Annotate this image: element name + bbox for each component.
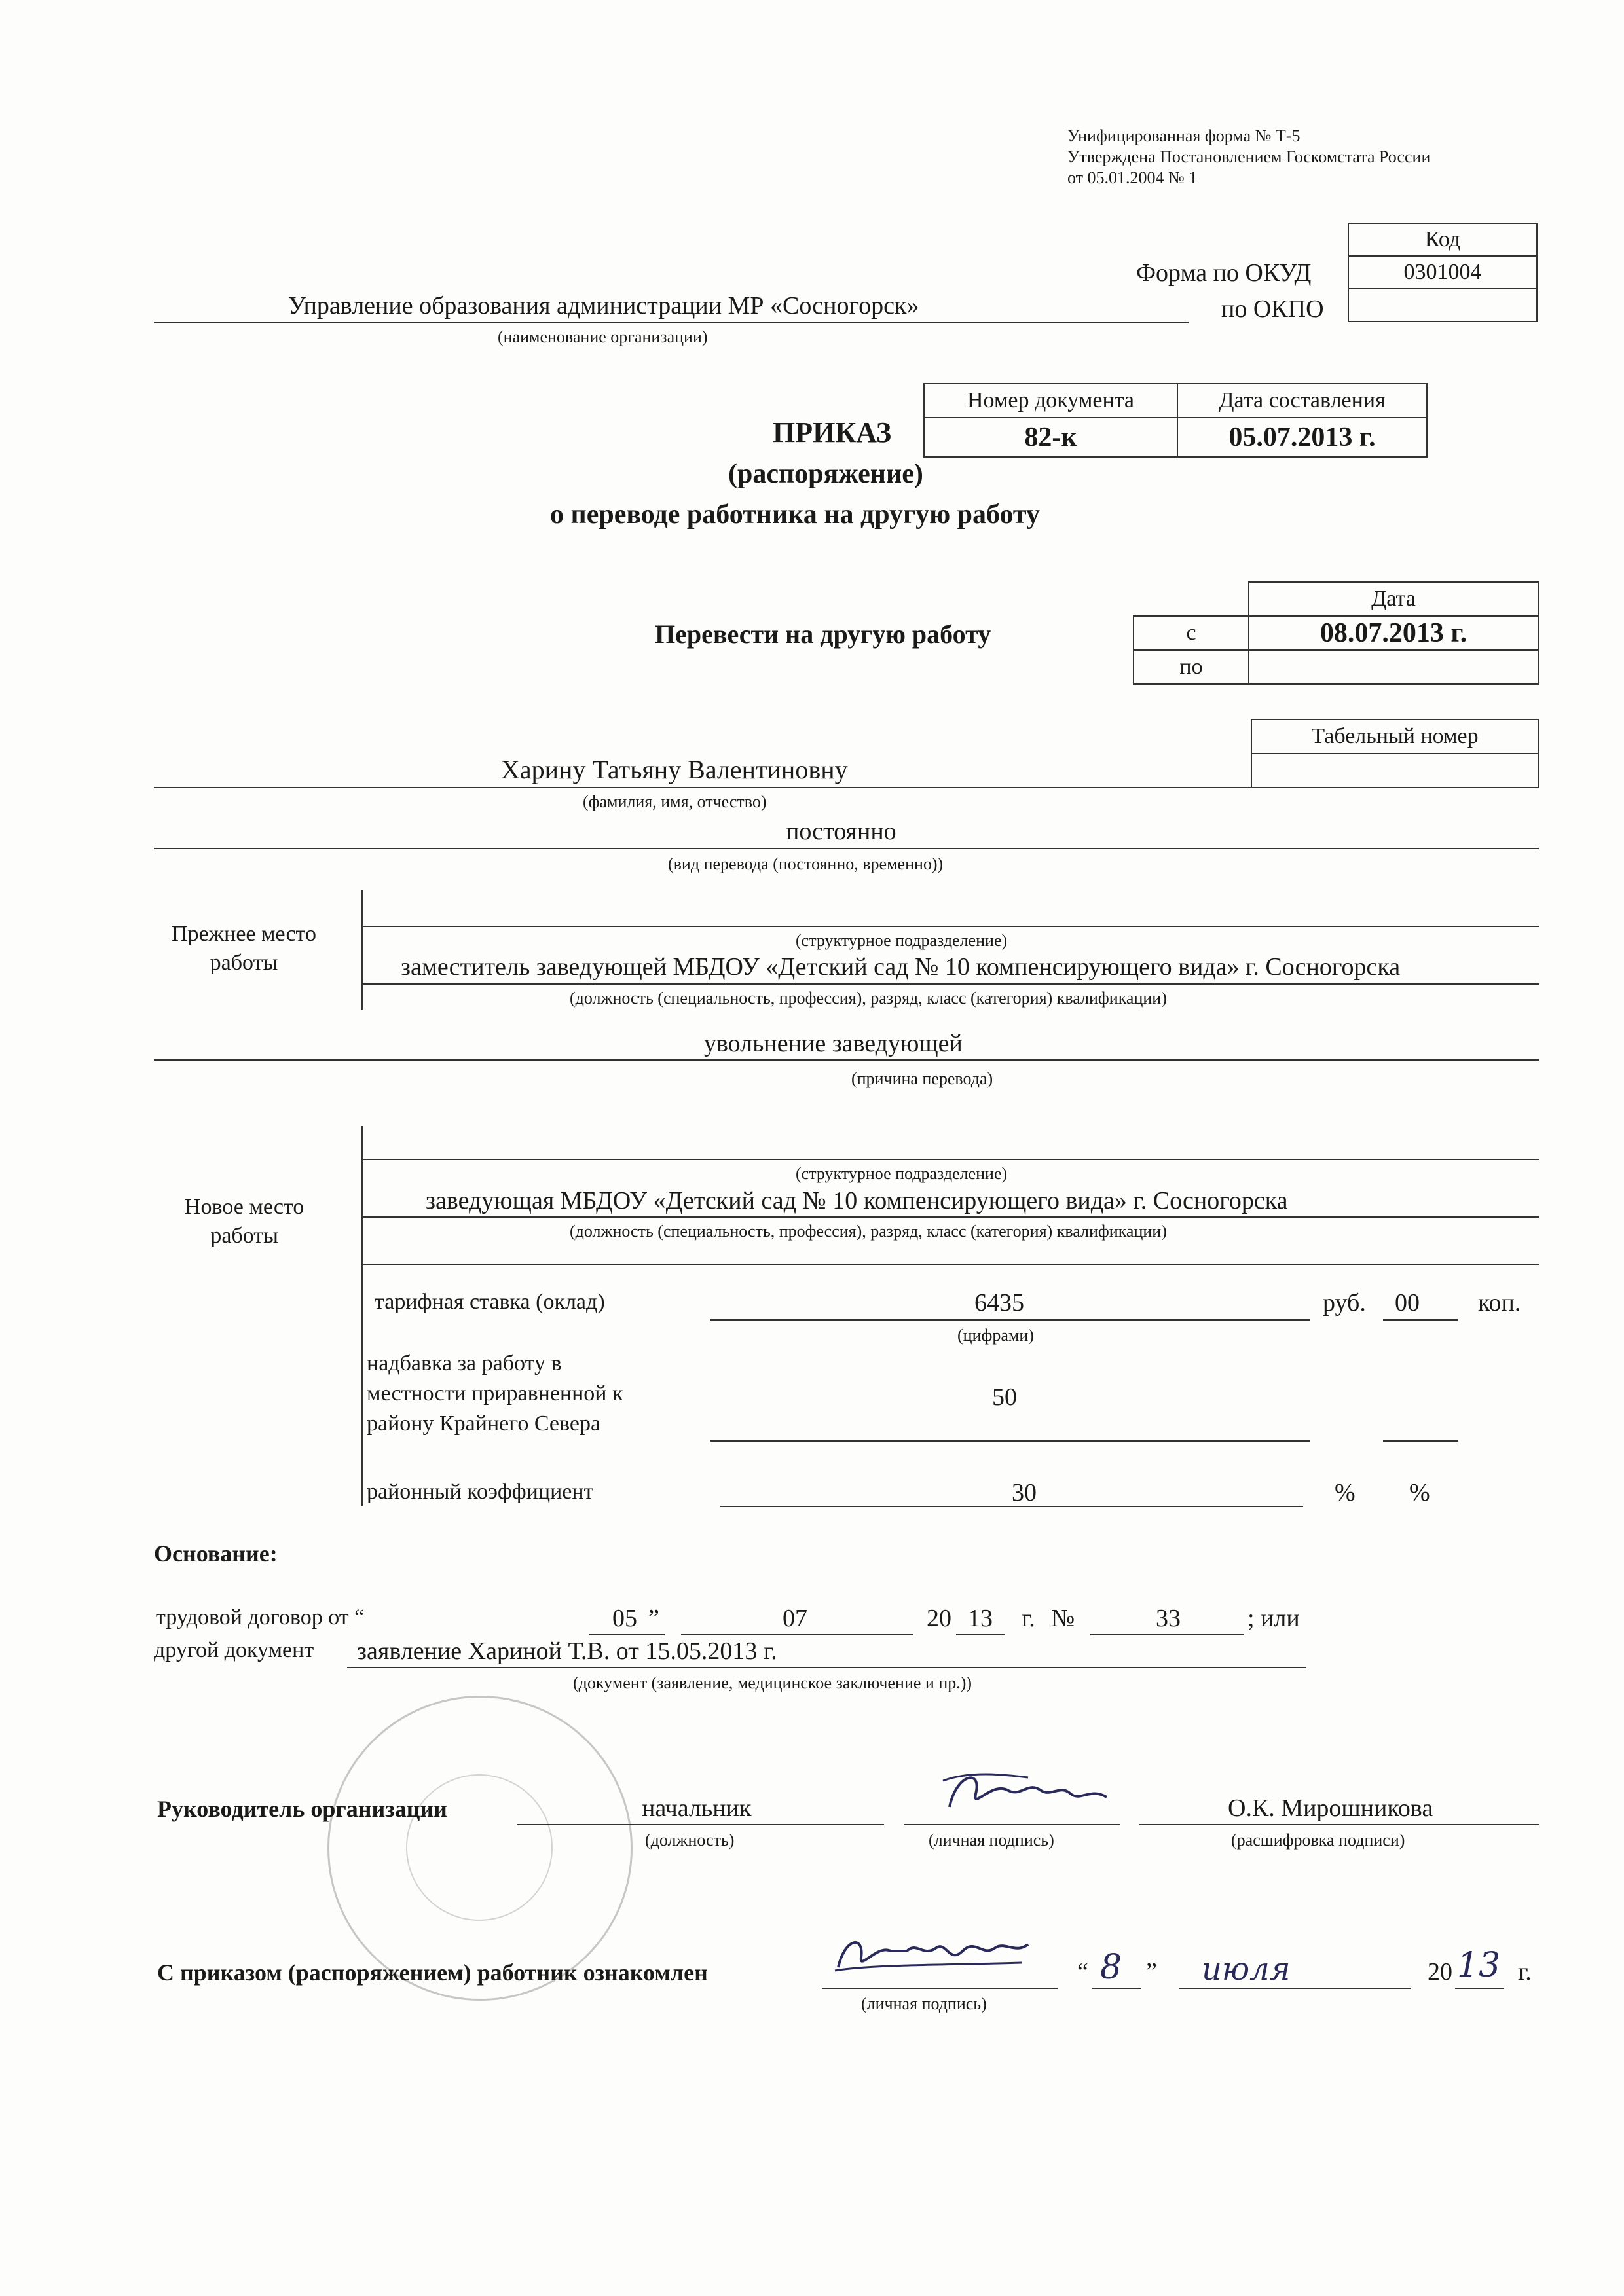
coef-value: 30 — [1012, 1479, 1037, 1506]
new-dept-line — [361, 1159, 1539, 1160]
transfer-date-header: Дата — [1249, 582, 1538, 616]
new-position-caption: (должность (специальность, профессия), разряд, класс (категория) квалификации) — [570, 1222, 1167, 1241]
doc-date-header: Дата составления — [1177, 384, 1427, 418]
document-subtitle: (распоряжение) — [728, 459, 923, 489]
okud-label: Форма по ОКУД — [1136, 259, 1312, 287]
employee-name-caption: (фамилия, имя, отчество) — [583, 792, 767, 811]
okud-value: 0301004 — [1348, 256, 1537, 289]
code-header: Код — [1348, 223, 1537, 256]
document-subject: о переводе работника на другую работу — [550, 500, 1041, 530]
reason-line — [154, 1059, 1539, 1061]
acquaint-quote-open: “ — [1077, 1958, 1088, 1986]
new-dept-caption: (структурное подразделение) — [796, 1164, 1008, 1183]
reason-caption: (причина перевода) — [851, 1069, 993, 1088]
head-sign-caption: (личная подпись) — [929, 1831, 1054, 1850]
previous-bracket — [361, 890, 363, 1010]
head-name: О.К. Мирошникова — [1228, 1795, 1433, 1822]
transfer-label: Перевести на другую работу — [655, 619, 991, 649]
acquaint-month-line — [1179, 1988, 1411, 1989]
transfer-from-date: 08.07.2013 г. — [1249, 616, 1538, 650]
transfer-type-caption: (вид перевода (постоянно, временно)) — [668, 854, 944, 873]
other-doc-caption: (документ (заявление, медицинское заключение и пр.)) — [573, 1673, 972, 1692]
employee-sign-caption: (личная подпись) — [861, 1994, 987, 2013]
north-label — [367, 1349, 623, 1439]
employee-name-line — [154, 787, 1251, 788]
contract-month-line — [681, 1634, 913, 1635]
new-place-bracket — [361, 1126, 363, 1506]
doc-date: 05.07.2013 г. — [1177, 418, 1427, 457]
other-doc-label: другой документ — [154, 1638, 314, 1662]
kop-value: 00 — [1395, 1289, 1420, 1317]
okpo-label: по ОКПО — [1221, 295, 1324, 323]
doc-number-header: Номер документа — [924, 384, 1177, 418]
employee-sign-line — [822, 1988, 1058, 1989]
acquaint-day: 8 — [1100, 1948, 1122, 1987]
contract-day-line — [589, 1634, 665, 1635]
previous-label-line2: работы — [210, 951, 278, 975]
contract-year-line — [956, 1634, 1005, 1635]
employee-name: Харину Татьяну Валентиновну — [501, 755, 848, 784]
kop-line — [1383, 1319, 1458, 1321]
form-info — [1067, 126, 1430, 189]
previous-label-line1: Прежнее место — [172, 922, 316, 946]
okpo-value — [1348, 289, 1537, 321]
contract-label: трудовой договор от “ — [156, 1605, 365, 1630]
organization-line — [154, 322, 1189, 323]
contract-or-label: ; или — [1247, 1605, 1300, 1632]
previous-dept-caption: (структурное подразделение) — [796, 931, 1008, 950]
north-value: 50 — [992, 1383, 1017, 1411]
north-label-line3: району Крайнего Севера — [367, 1412, 601, 1436]
north-label-line1: надбавка за работу в — [367, 1351, 562, 1376]
contract-month: 07 — [783, 1605, 807, 1632]
north-label-line2: местности приравненной к — [367, 1381, 623, 1406]
new-position-line — [361, 1216, 1539, 1218]
tab-number-value — [1251, 754, 1538, 788]
transfer-type: постоянно — [786, 818, 896, 845]
previous-dept-line — [361, 926, 1539, 927]
basis-label: Основание: — [154, 1540, 278, 1567]
previous-position-caption: (должность (специальность, профессия), разряд, класс (категория) квалификации) — [570, 989, 1167, 1008]
digits-caption: (цифрами) — [957, 1326, 1034, 1345]
previous-label — [172, 920, 316, 977]
head-signature — [930, 1761, 1126, 1827]
head-label: Руководитель организации — [157, 1796, 447, 1822]
percent-2: % — [1409, 1479, 1430, 1506]
acquaint-quote-close: ” — [1146, 1958, 1157, 1986]
new-place-label-line1: Новое место — [185, 1195, 304, 1219]
contract-quote-close: ” — [648, 1605, 659, 1632]
rub-label: руб. — [1323, 1289, 1366, 1317]
new-place-label-line2: работы — [210, 1224, 278, 1248]
document-title: ПРИКАЗ — [773, 416, 892, 448]
new-place-separator — [361, 1264, 1539, 1265]
contract-year-suffix: г. — [1022, 1605, 1035, 1632]
head-name-line — [1139, 1824, 1539, 1825]
new-position: заведующая МБДОУ «Детский сад № 10 компенсирующего вида» г. Сосногорска — [426, 1187, 1288, 1214]
tab-number-table — [1251, 719, 1539, 788]
form-info-line1: Унифицированная форма № Т-5 — [1067, 126, 1301, 145]
transfer-from-label: с — [1134, 616, 1249, 650]
acquaint-year-line — [1455, 1988, 1504, 1989]
north-line-2 — [1383, 1440, 1458, 1442]
organization-name: Управление образования администрации МР «Сосногорск» — [288, 292, 919, 319]
acquaint-month: июля — [1202, 1951, 1291, 1988]
acquaint-label: С приказом (распоряжением) работник ознакомлен — [157, 1959, 708, 1986]
acquaint-year-prefix: 20 — [1428, 1958, 1452, 1986]
coef-label: районный коэффициент — [367, 1480, 594, 1504]
contract-number-line — [1090, 1634, 1244, 1635]
acquaint-year-suffix: г. — [1518, 1958, 1532, 1986]
head-position: начальник — [642, 1795, 752, 1822]
rate-label: тарифная ставка (оклад) — [375, 1290, 605, 1314]
transfer-date-table — [1133, 581, 1539, 685]
north-line — [710, 1440, 1310, 1442]
contract-day: 05 — [612, 1605, 637, 1632]
transfer-to-date — [1249, 650, 1538, 684]
rate-value: 6435 — [974, 1289, 1024, 1317]
new-place-label — [185, 1193, 304, 1250]
coef-line — [720, 1506, 1303, 1507]
contract-num-sign: № — [1051, 1605, 1075, 1632]
head-name-caption: (расшифровка подписи) — [1231, 1831, 1405, 1850]
previous-position: заместитель заведующей МБДОУ «Детский сад № 10 компенсирующего вида» г. Сосногорска — [401, 953, 1401, 981]
percent-1: % — [1335, 1479, 1356, 1506]
contract-year-prefix: 20 — [927, 1605, 951, 1632]
document-table — [923, 383, 1428, 458]
head-sign-line — [904, 1824, 1120, 1825]
organization-caption: (наименование организации) — [498, 327, 708, 346]
codes-table — [1348, 223, 1538, 322]
rate-line — [710, 1319, 1310, 1321]
contract-number: 33 — [1156, 1605, 1181, 1632]
head-position-caption: (должность) — [645, 1831, 735, 1850]
acquaint-day-line — [1092, 1988, 1141, 1989]
employee-signature — [825, 1918, 1041, 1990]
previous-position-line — [361, 983, 1539, 985]
acquaint-year: 13 — [1457, 1946, 1501, 1985]
tab-number-header: Табельный номер — [1251, 720, 1538, 754]
transfer-type-line — [154, 848, 1539, 849]
form-info-line3: от 05.01.2004 № 1 — [1067, 168, 1198, 187]
kop-label: коп. — [1478, 1289, 1521, 1317]
doc-number: 82-к — [924, 418, 1177, 457]
transfer-to-label: по — [1134, 650, 1249, 684]
other-doc-line — [347, 1667, 1306, 1668]
form-info-line2: Утверждена Постановлением Госкомстата России — [1067, 147, 1431, 166]
contract-year: 13 — [968, 1605, 993, 1632]
reason-value: увольнение заведующей — [704, 1030, 963, 1057]
other-doc-value: заявление Хариной Т.В. от 15.05.2013 г. — [357, 1637, 777, 1665]
head-position-line — [517, 1824, 884, 1825]
